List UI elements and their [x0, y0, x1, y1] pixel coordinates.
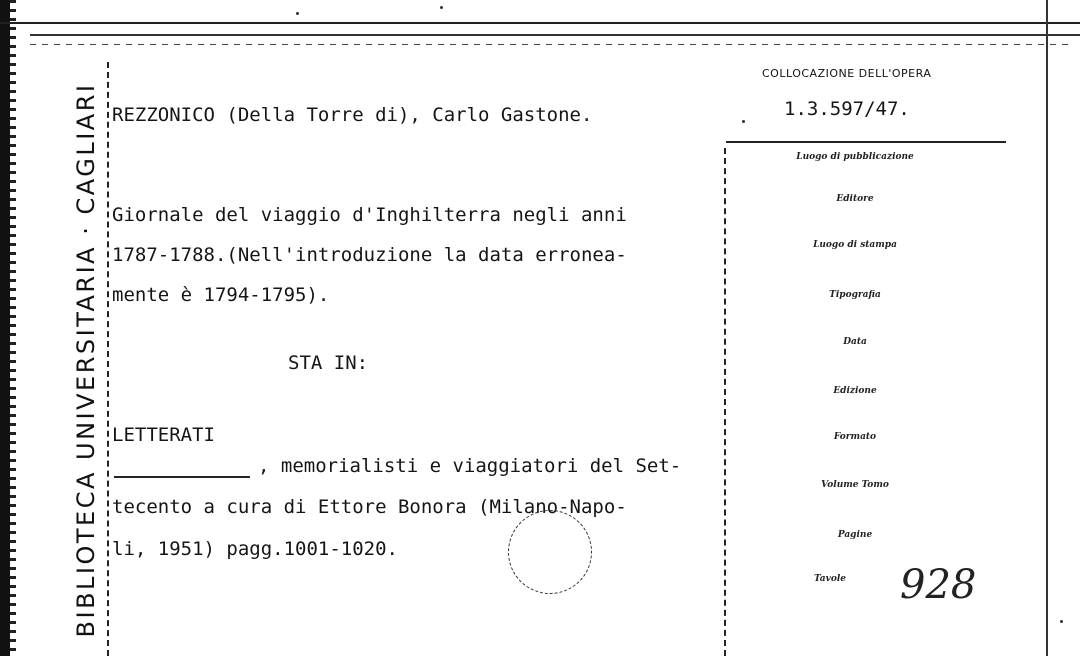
form-field-label: Pagine — [837, 530, 873, 540]
form-field-label: Data — [843, 337, 867, 347]
circle-stamp-mark — [508, 510, 592, 594]
form-field-label: Luogo di stampa — [813, 240, 897, 250]
sta-in-label: STA IN: — [288, 352, 369, 374]
form-field-label: Editore — [836, 194, 874, 204]
form-field-label: Volume Tomo — [821, 480, 889, 490]
collocation-label: COLLOCAZIONE DELL'OPERA — [762, 67, 932, 80]
top-rule-dashed — [30, 44, 1070, 45]
form-field-label: Tavole — [813, 574, 847, 584]
scan-speck — [1060, 620, 1063, 623]
card-left-edge — [0, 0, 10, 656]
scan-speck — [440, 6, 443, 9]
top-rule-second — [30, 34, 1080, 36]
right-form-divider — [724, 148, 726, 656]
scan-speck — [296, 12, 299, 15]
card-left-edge-fringe — [10, 0, 16, 656]
collection-heading: LETTERATI — [112, 424, 215, 446]
scan-speck — [742, 120, 745, 123]
author-heading: REZZONICO (Della Torre di), Carlo Gastone. — [112, 104, 593, 126]
library-stamp: BIBLIOTECA UNIVERSITARIA · CAGLIARI — [72, 82, 100, 638]
collection-line: li, 1951) pagg.1001-1020. — [112, 538, 398, 560]
top-rule — [0, 22, 1080, 24]
form-field-label: Tipografia — [829, 290, 881, 300]
left-margin-divider — [107, 62, 109, 656]
title-line: mente è 1794-1795). — [112, 284, 330, 306]
collection-line: tecento a cura di Ettore Bonora (Milano-Napo- — [112, 496, 627, 518]
card-right-edge — [1046, 0, 1048, 656]
handwritten-number: 928 — [900, 562, 977, 608]
title-line: Giornale del viaggio d'Inghilterra negli anni — [112, 204, 627, 226]
form-field-label: Luogo di pubblicazione — [796, 152, 914, 162]
form-field-label: Edizione — [833, 386, 877, 396]
right-form-top-rule — [726, 141, 1006, 143]
form-field-label: Formato — [833, 432, 877, 442]
shelfmark: 1.3.597/47. — [784, 98, 910, 120]
title-line: 1787-1788.(Nell'introduzione la data erronea- — [112, 244, 627, 266]
collection-line: , memorialisti e viaggiatori del Set- — [258, 455, 682, 477]
heading-repeat-rule — [114, 476, 250, 478]
